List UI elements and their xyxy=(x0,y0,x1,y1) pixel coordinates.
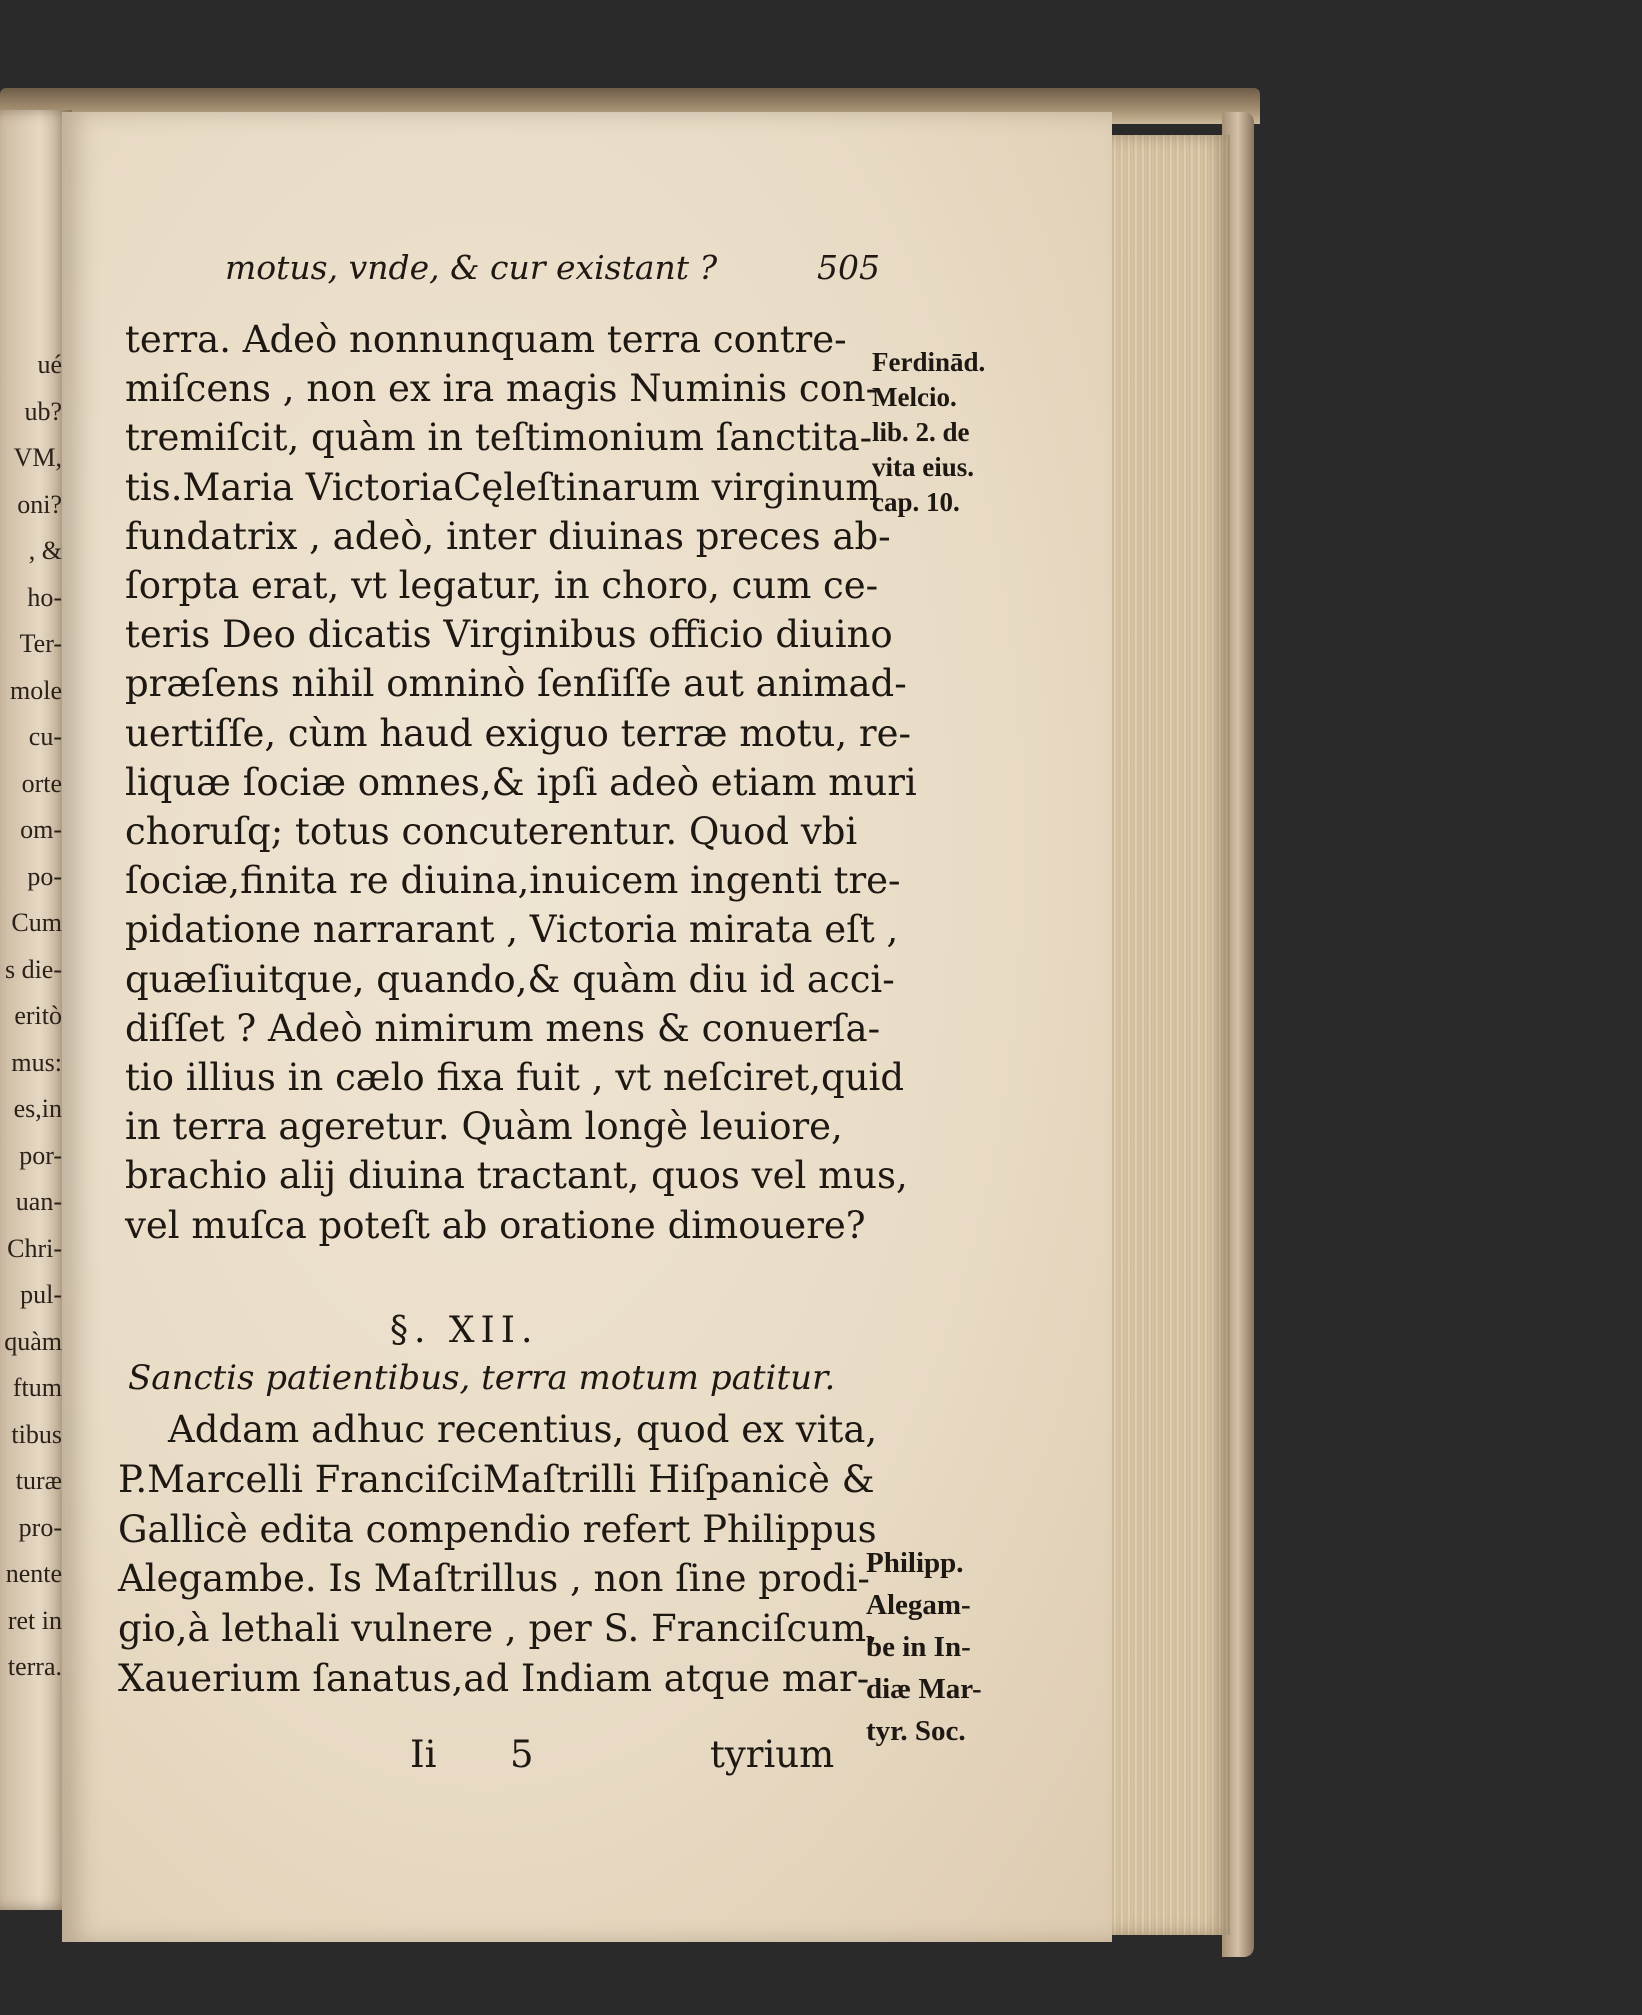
margin-note-ferdinand xyxy=(872,345,985,520)
left-page-fragment: VM, xyxy=(13,443,62,472)
text-line: diſſet ? Adeò nimirum mens & conuerſa- xyxy=(125,1006,881,1050)
text-line: terra. Adeò nonnunquam terra contre- xyxy=(125,318,847,361)
section-heading: §. XII. xyxy=(390,1310,539,1351)
text-line: præſens nihil omninò ſenſiſſe aut animad- xyxy=(125,662,907,706)
left-page-fragment: om- xyxy=(20,815,62,844)
text-line: Alegambe. Is Maſtrillus , non ſine prodi- xyxy=(118,1557,870,1601)
left-page-fragment: es,in xyxy=(13,1094,62,1123)
left-page-fragment: orte xyxy=(21,768,62,798)
left-page-fragment: quàm xyxy=(4,1326,62,1356)
margin-note-line: tyr. Soc. xyxy=(866,1715,966,1747)
margin-note-line: diæ Mar- xyxy=(866,1673,982,1705)
text-line: uertiſſe, cùm haud exiguo terræ motu, re- xyxy=(125,711,911,755)
text-line: P.Marcelli FranciſciMaſtrilli Hiſpanicè & xyxy=(118,1457,875,1501)
text-line: miſcens , non ex ira magis Numinis con- xyxy=(125,367,879,411)
text-line: in terra ageretur. Quàm longè leuiore, xyxy=(125,1105,843,1149)
left-page-fragment: nente xyxy=(5,1559,62,1588)
left-page-fragment: , & xyxy=(28,536,62,565)
left-page-fragment: mole xyxy=(10,675,62,705)
catchword: tyrium xyxy=(710,1733,835,1776)
left-page-fragment: tibus xyxy=(11,1419,62,1449)
left-page-fragment: cu- xyxy=(28,722,62,751)
signature-number: 5 xyxy=(510,1733,534,1776)
left-page-fragment: mus: xyxy=(11,1047,62,1077)
text-line: choruſq; totus concuterentur. Quod vbi xyxy=(125,810,858,854)
margin-note-line: Philipp. xyxy=(866,1547,964,1579)
text-line: ſorpta erat, vt legatur, in choro, cum ce- xyxy=(125,564,879,608)
left-page-fragment: Cum xyxy=(11,908,62,937)
left-page-fragments xyxy=(0,342,62,1691)
text-line: gio,à lethali vulnere , per S. Franciſcum, xyxy=(118,1607,878,1651)
margin-note-line: Melcio. xyxy=(872,382,957,412)
page-edges xyxy=(1108,135,1230,1935)
margin-note-line: cap. 10. xyxy=(872,487,960,517)
margin-note-line: be in In- xyxy=(866,1631,971,1663)
left-page-fragment: terra. xyxy=(7,1652,62,1681)
left-page-fragment: ub? xyxy=(24,396,62,426)
left-page-fragment: pul- xyxy=(20,1280,62,1309)
margin-note-line: Ferdinād. xyxy=(872,347,986,377)
running-header xyxy=(225,248,880,287)
left-page-fragment: eritò xyxy=(14,1001,62,1030)
section-subheading: Sanctis patientibus, terra motum patitur. xyxy=(128,1358,836,1398)
text-line: Gallicè edita compendio refert Philippus xyxy=(118,1507,877,1551)
text-line: fundatrix , adeò, inter diuinas preces ab- xyxy=(125,514,891,558)
running-title: motus, vnde, & cur existant ? xyxy=(225,248,718,287)
margin-note-line: Alegam- xyxy=(866,1589,971,1621)
text-line: teris Deo dicatis Virginibus officio diuino xyxy=(125,613,893,657)
left-page-fragment: ftum xyxy=(12,1373,62,1402)
text-line: vel muſca poteſt ab oratione dimouere? xyxy=(125,1203,866,1247)
margin-note-philipp xyxy=(866,1542,982,1752)
text-line: tio illius in cælo fixa fuit , vt neſciret,quid xyxy=(125,1056,905,1100)
left-page-fragment: po- xyxy=(27,861,62,891)
left-page-fragment: ret in xyxy=(7,1605,62,1635)
text-line: tremiſcit, quàm in teſtimonium ſanctita- xyxy=(125,416,873,460)
margin-note-line: lib. 2. de xyxy=(872,417,970,447)
text-line: brachio alij diuina tractant, quos vel mus, xyxy=(125,1154,908,1198)
text-line: quæſiuitque, quando,& quàm diu id acci- xyxy=(125,957,895,1001)
main-text-block-2 xyxy=(118,1405,878,1704)
left-page-fragment: oni? xyxy=(17,489,62,519)
left-page-fragment: s die- xyxy=(4,954,62,984)
margin-note-line: vita eius. xyxy=(872,452,975,482)
left-page-fragment: por- xyxy=(19,1140,62,1170)
text-line: ſociæ,finita re diuina,inuicem ingenti tre- xyxy=(125,859,901,903)
text-line: Xauerium ſanatus,ad Indiam atque mar- xyxy=(118,1656,870,1700)
left-page-fragment: uan- xyxy=(15,1187,62,1216)
text-line: liquæ ſociæ omnes,& ipſi adeò etiam muri xyxy=(125,760,917,804)
left-page-fragment: Ter- xyxy=(19,629,62,658)
signature-mark: Ii xyxy=(410,1733,437,1776)
text-line: Addam adhuc recentius, quod ex vita, xyxy=(168,1408,878,1451)
left-page-fragment: pro- xyxy=(18,1512,62,1542)
left-page-fragment: ué xyxy=(37,350,62,379)
text-line: pidatione narrarant , Victoria mirata eſt , xyxy=(125,908,899,952)
left-page-fragment: Chri- xyxy=(7,1233,62,1263)
left-page-fragment: ho- xyxy=(27,582,62,612)
text-line: tis.Maria VictoriaCęleſtinarum virginum xyxy=(125,465,881,509)
page-number: 505 xyxy=(817,248,880,287)
left-page-fragment: turæ xyxy=(15,1466,62,1495)
